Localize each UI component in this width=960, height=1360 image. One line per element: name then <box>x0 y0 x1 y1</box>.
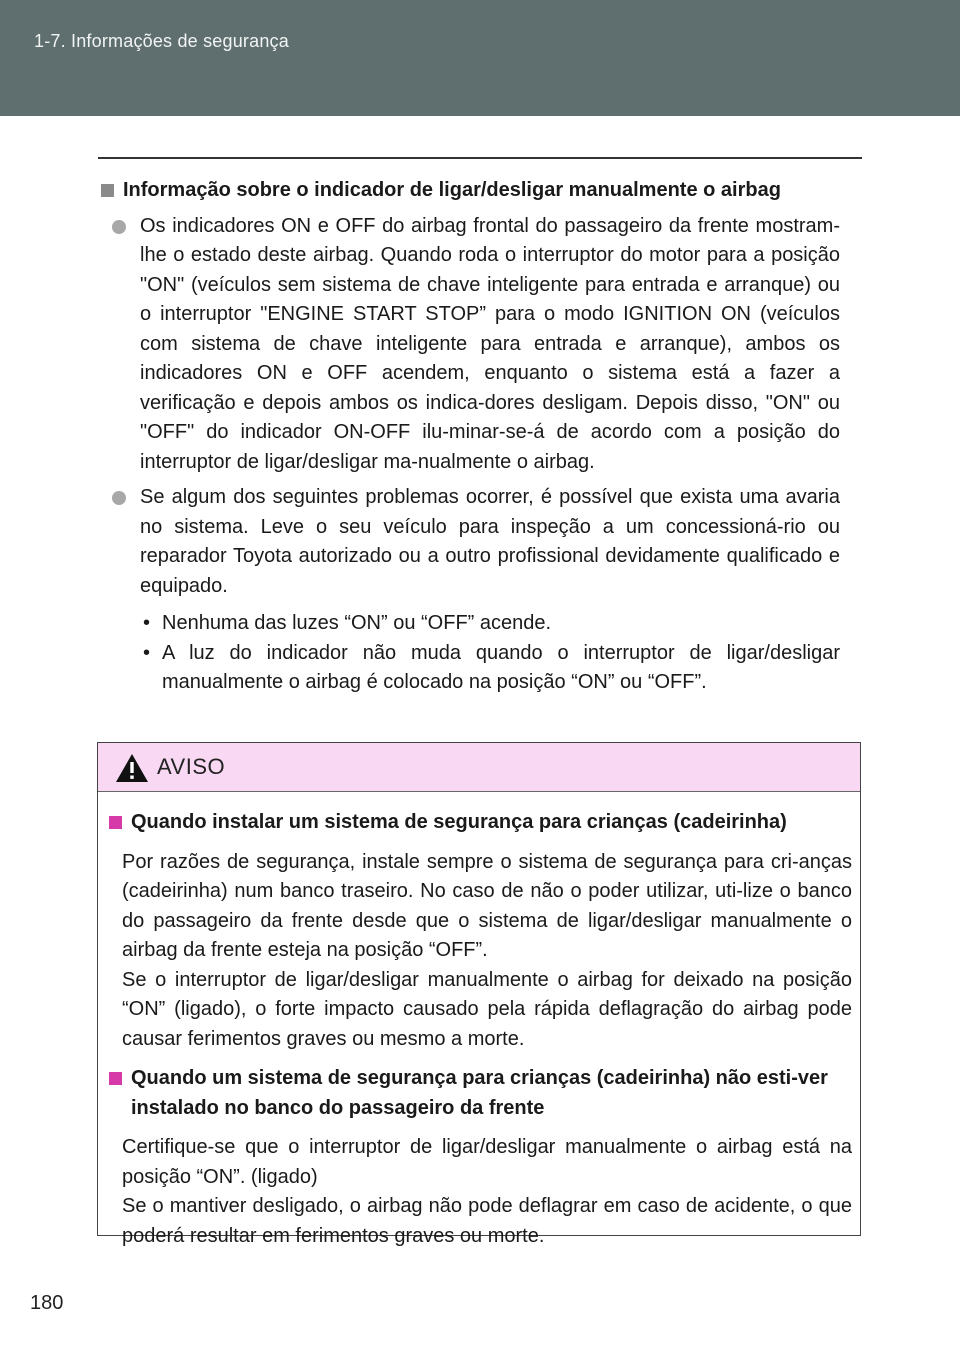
section-title: 1-7. Informações de segurança <box>34 31 289 51</box>
warning-title: AVISO <box>157 754 226 779</box>
dot-bullet-icon: • <box>143 641 151 664</box>
warning-body <box>98 792 860 1251</box>
info-section <box>98 176 840 698</box>
warning-paragraph <box>106 848 852 1055</box>
round-bullet-icon <box>112 220 126 234</box>
page-number: 180 <box>30 1292 64 1314</box>
info-heading <box>98 176 840 206</box>
warning-triangle-icon <box>115 753 149 783</box>
warning-text: Se o interruptor de ligar/desligar manualmente o airbag for deixado na posição “ON” (ligado), o forte impacto causado pela rápida deflagração do airbag pode causar ferimentos graves ou mesmo a morte. <box>122 968 852 1050</box>
warning-heading-text: Quando um sistema de segurança para crianças (cadeirinha) não esti-ver instalado no banco do passageiro da frente <box>131 1067 828 1119</box>
warning-heading-text: Quando instalar um sistema de segurança para crianças (cadeirinha) <box>131 811 787 833</box>
warning-heading <box>106 1064 852 1123</box>
info-bullet <box>98 483 840 601</box>
warning-box <box>97 742 861 1247</box>
sub-item-text: Nenhuma das luzes “ON” ou “OFF” acende. <box>162 612 552 634</box>
square-bullet-icon <box>101 184 114 197</box>
sub-item <box>98 609 840 639</box>
info-bullet-text: Se algum dos seguintes problemas ocorrer, é possível que exista uma avaria no sistema. Leve o seu veículo para inspeção a um concessioná-rio ou reparador Toyota autorizado ou a outro profissional devidamente qualificado e equipado. <box>140 486 840 597</box>
warning-text: Se o mantiver desligado, o airbag não pode deflagrar em caso de acidente, o que poderá resultar em ferimentos graves ou morte. <box>122 1195 852 1247</box>
info-heading-text: Informação sobre o indicador de ligar/desligar manualmente o airbag <box>123 179 781 201</box>
info-bullet <box>98 212 840 478</box>
top-rule <box>98 157 862 159</box>
square-bullet-icon <box>109 1072 122 1085</box>
square-bullet-icon <box>109 816 122 829</box>
sub-item-text: A luz do indicador não muda quando o interruptor de ligar/desligar manualmente o airbag é colocado na posição “ON” ou “OFF”. <box>162 641 840 693</box>
warning-header <box>98 743 860 792</box>
warning-text: Certifique-se que o interruptor de ligar/desligar manualmente o airbag está na posição “ON”. (ligado) <box>122 1136 852 1188</box>
sub-item <box>98 639 840 698</box>
page-header <box>0 0 960 116</box>
dot-bullet-icon: • <box>143 612 151 634</box>
warning-text: Por razões de segurança, instale sempre o sistema de segurança para cri-anças (cadeirinha) num banco traseiro. No caso de não o poder utilizar, uti-lize o banco do passageiro da frente desde que o sistema de ligar/desligar manualmente o airbag da frente esteja na posição “OFF”. <box>122 850 852 961</box>
warning-heading <box>106 808 852 838</box>
info-bullet-text: Os indicadores ON e OFF do airbag frontal do passageiro da frente mostram-lhe o estado deste airbag. Quando roda o interruptor do motor para a posição "ON" (veículos sem sistema de chave inteligente para entrada e arranque) ou o interruptor "ENGINE START STOP” para o modo IGNITION ON (veículos com sistema de chave inteligente para entrada e arranque), ambos os indicadores ON e OFF acendem, enquanto o sistema está a fazer a verificação e depois ambos os indica-dores desligam. Depois disso, "ON" ou "OFF" do indicador ON-OFF ilu-minar-se-á de acordo com a posição do interruptor de ligar/desligar ma-nualmente o airbag. <box>140 214 840 473</box>
warning-paragraph <box>106 1133 852 1251</box>
round-bullet-icon <box>112 491 126 505</box>
